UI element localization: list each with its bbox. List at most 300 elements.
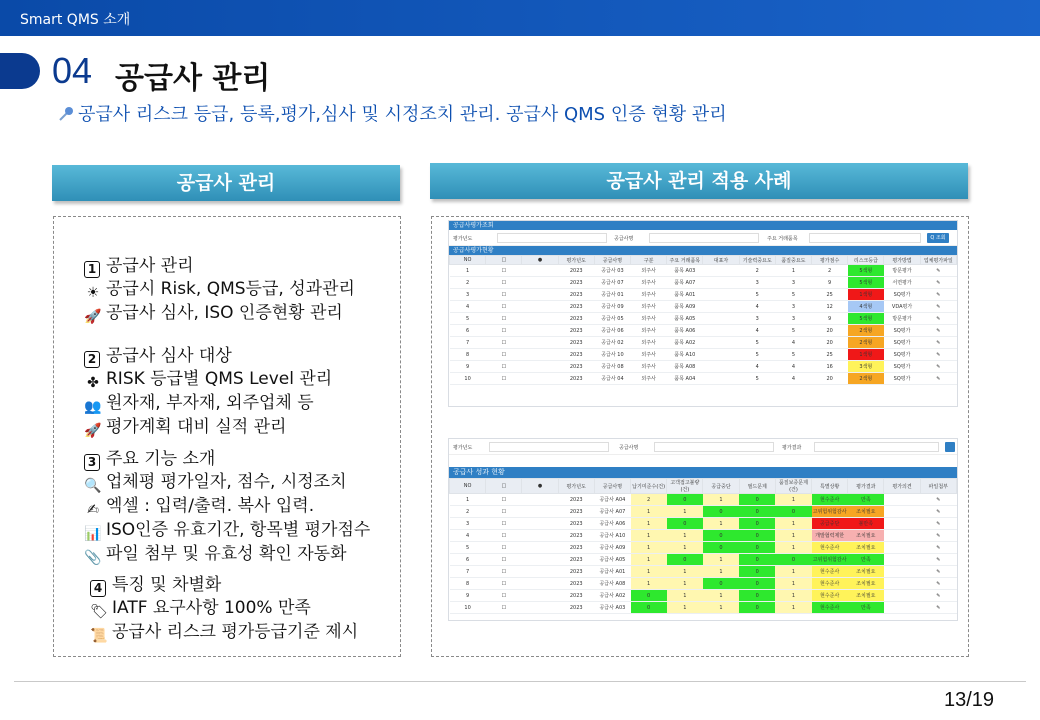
column-header: 품질중요도 <box>775 256 811 265</box>
supplier-filter-input[interactable] <box>649 233 759 243</box>
row-checkbox[interactable]: ☐ <box>486 361 522 373</box>
feature-item <box>90 621 358 645</box>
table-header-row <box>450 479 957 494</box>
cell-field: 0 <box>739 518 775 530</box>
cell-supplier: 공급사 A06 <box>594 518 630 530</box>
pin-icon <box>58 106 74 122</box>
evaluation-search-bar: 공급사평가조회 <box>449 221 957 230</box>
cell-special: 공급중단 <box>812 518 848 530</box>
cell-warranty: 1 <box>775 578 811 590</box>
bar-chart-icon: 📊 <box>84 526 102 542</box>
row-checkbox[interactable]: ☐ <box>486 530 522 542</box>
cell-year: 2023 <box>558 518 594 530</box>
cell-defect: 1 <box>667 578 703 590</box>
cell-method: SQ평가 <box>884 325 920 337</box>
cell-warranty: 1 <box>775 602 811 614</box>
cell-supplier: 공급사 A04 <box>594 494 630 506</box>
row-marker <box>522 313 558 325</box>
row-marker <box>522 325 558 337</box>
column-header: 평가결과 <box>848 479 884 494</box>
edit-icon[interactable]: ✎ <box>920 337 956 349</box>
cell-special: 현수준사 <box>812 578 848 590</box>
edit-icon[interactable]: ✎ <box>920 518 956 530</box>
cell-field: 0 <box>739 602 775 614</box>
feature-item <box>84 543 370 567</box>
cell-opinion <box>884 506 920 518</box>
cell-supplier: 공급사 A07 <box>594 506 630 518</box>
edit-icon[interactable]: ✎ <box>920 325 956 337</box>
cell-method: SQ평가 <box>884 373 920 385</box>
edit-icon[interactable]: ✎ <box>920 494 956 506</box>
cell-stop: 0 <box>703 530 739 542</box>
cell-field: 0 <box>739 566 775 578</box>
cell-type: 외주사 <box>631 349 667 361</box>
row-checkbox[interactable]: ☐ <box>486 578 522 590</box>
cell-supplier: 공급사 09 <box>594 301 630 313</box>
cell-no: 8 <box>450 349 486 361</box>
edit-icon[interactable]: ✎ <box>920 349 956 361</box>
cell-tech: 5 <box>739 289 775 301</box>
cell-type: 외주사 <box>631 289 667 301</box>
cell-special: 현수준사 <box>812 542 848 554</box>
footer-divider <box>14 681 1026 682</box>
year-filter-input[interactable] <box>489 442 609 452</box>
feature-group <box>84 448 370 567</box>
row-marker <box>522 349 558 361</box>
edit-icon[interactable]: ✎ <box>920 313 956 325</box>
feature-item-text: 원자재, 부자재, 외주업체 등 <box>106 393 314 413</box>
column-header: 특별상황 <box>812 479 848 494</box>
number-badge-icon: 2 <box>84 351 100 368</box>
result-filter-input[interactable] <box>814 442 939 452</box>
cell-special: 고위험위험감사 <box>812 506 848 518</box>
cell-no: 4 <box>450 301 486 313</box>
edit-icon[interactable]: ✎ <box>920 578 956 590</box>
row-marker <box>522 602 558 614</box>
cell-no: 2 <box>450 277 486 289</box>
clover-icon: ✤ <box>87 375 99 391</box>
cell-risk-grade: 5색형 <box>848 277 884 289</box>
cell-warranty: 1 <box>775 590 811 602</box>
row-checkbox[interactable]: ☐ <box>486 265 522 277</box>
cell-special: 현수준사 <box>812 590 848 602</box>
cell-ceo <box>703 289 739 301</box>
cell-ceo <box>703 349 739 361</box>
edit-icon[interactable]: ✎ <box>920 554 956 566</box>
edit-icon[interactable]: ✎ <box>920 542 956 554</box>
row-checkbox[interactable]: ☐ <box>486 277 522 289</box>
cell-warranty: 0 <box>775 554 811 566</box>
table-row[interactable] <box>450 289 957 301</box>
table-row[interactable] <box>450 518 957 530</box>
cell-result: 조치필요 <box>848 530 884 542</box>
column-header: ● <box>522 479 558 494</box>
row-marker <box>522 578 558 590</box>
magnifier-icon: 🔍 <box>84 478 102 494</box>
row-checkbox[interactable]: ☐ <box>486 373 522 385</box>
cell-no: 4 <box>450 530 486 542</box>
cell-result: 조치필요 <box>848 542 884 554</box>
row-checkbox[interactable]: ☐ <box>486 602 522 614</box>
row-marker <box>522 265 558 277</box>
cell-year: 2023 <box>558 361 594 373</box>
edit-icon[interactable]: ✎ <box>920 289 956 301</box>
cell-score: 2 <box>812 265 848 277</box>
feature-item-text: 엑셀 : 입력/출력. 복사 입력. <box>106 496 315 516</box>
feature-item <box>84 495 370 519</box>
group-title: 공급사 심사 대상 <box>106 346 232 366</box>
performance-filter-row <box>449 439 957 455</box>
row-checkbox[interactable]: ☐ <box>486 590 522 602</box>
cell-result: 만족 <box>848 554 884 566</box>
column-header: 리스크등급 <box>848 256 884 265</box>
cell-stop: 1 <box>703 590 739 602</box>
column-header: 평가의견 <box>884 479 920 494</box>
row-checkbox[interactable]: ☐ <box>486 313 522 325</box>
edit-icon[interactable]: ✎ <box>920 530 956 542</box>
search-button[interactable] <box>945 442 955 452</box>
table-row[interactable] <box>450 361 957 373</box>
cell-stop: 1 <box>703 494 739 506</box>
cell-defect: 0 <box>667 494 703 506</box>
table-row[interactable] <box>450 530 957 542</box>
table-row[interactable] <box>450 301 957 313</box>
cell-result: 조치필요 <box>848 566 884 578</box>
cell-result: 조치필요 <box>848 578 884 590</box>
cell-tech: 2 <box>739 265 775 277</box>
table-row[interactable] <box>450 313 957 325</box>
section-subtitle <box>58 100 727 126</box>
row-checkbox[interactable]: ☐ <box>486 289 522 301</box>
cell-tech: 5 <box>739 349 775 361</box>
cell-year: 2023 <box>558 277 594 289</box>
cell-year: 2023 <box>558 554 594 566</box>
evaluation-status-bar: 공급사평가현황 <box>449 246 957 255</box>
cell-opinion <box>884 602 920 614</box>
feature-item-text: 업체평 평가일자, 점수, 시정조치 <box>106 472 347 492</box>
cell-defect: 1 <box>667 530 703 542</box>
cell-field: 0 <box>739 554 775 566</box>
cell-stop: 1 <box>703 518 739 530</box>
cell-supplier: 공급사 10 <box>594 349 630 361</box>
supplier-evaluation-screenshot <box>448 220 958 407</box>
cell-no: 7 <box>450 337 486 349</box>
row-marker <box>522 277 558 289</box>
item-filter-input[interactable] <box>809 233 921 243</box>
year-filter-input[interactable] <box>497 233 607 243</box>
cell-opinion <box>884 542 920 554</box>
cell-no: 6 <box>450 325 486 337</box>
cell-defect: 1 <box>667 566 703 578</box>
edit-icon[interactable]: ✎ <box>920 301 956 313</box>
cell-result: 불만족 <box>848 518 884 530</box>
cell-defect: 0 <box>667 554 703 566</box>
column-header: □ <box>486 479 522 494</box>
cell-stop: 1 <box>703 566 739 578</box>
row-checkbox[interactable]: ☐ <box>486 518 522 530</box>
cell-type: 외주사 <box>631 337 667 349</box>
table-row[interactable] <box>450 494 957 506</box>
cell-tech: 4 <box>739 301 775 313</box>
edit-icon[interactable]: ✎ <box>920 265 956 277</box>
table-row[interactable] <box>450 542 957 554</box>
cell-ceo <box>703 361 739 373</box>
cell-risk-grade: 2색형 <box>848 373 884 385</box>
cell-quality: 3 <box>775 313 811 325</box>
edit-icon[interactable]: ✎ <box>920 566 956 578</box>
row-checkbox[interactable]: ☐ <box>486 494 522 506</box>
cell-ceo <box>703 277 739 289</box>
table-row[interactable] <box>450 578 957 590</box>
cell-method: SQ평가 <box>884 349 920 361</box>
cell-type: 외주사 <box>631 361 667 373</box>
cell-stop: 0 <box>703 506 739 518</box>
cell-ceo <box>703 301 739 313</box>
cell-ceo <box>703 313 739 325</box>
feature-item-text: 파일 첨부 및 유효성 확인 자동화 <box>106 544 347 564</box>
cell-year: 2023 <box>558 325 594 337</box>
cell-supplier: 공급사 01 <box>594 289 630 301</box>
cell-stop: 0 <box>703 542 739 554</box>
filter-label: 공급사명 <box>614 236 634 242</box>
feature-group <box>84 255 355 326</box>
cell-field: 0 <box>739 590 775 602</box>
cell-no: 10 <box>450 373 486 385</box>
cell-score: 9 <box>812 277 848 289</box>
cell-year: 2023 <box>558 590 594 602</box>
supplier-filter-input[interactable] <box>654 442 774 452</box>
cell-late: 1 <box>631 554 667 566</box>
filter-label: 주요 거래품목 <box>767 236 798 242</box>
cell-opinion <box>884 566 920 578</box>
cell-result: 만족 <box>848 602 884 614</box>
paperclip-icon: 📎 <box>84 550 102 566</box>
cell-no: 1 <box>450 494 486 506</box>
cell-supplier: 공급사 A05 <box>594 554 630 566</box>
cell-late: 2 <box>631 494 667 506</box>
supplier-performance-screenshot <box>448 438 958 621</box>
cell-risk-grade: 3색형 <box>848 361 884 373</box>
cell-late: 1 <box>631 542 667 554</box>
row-checkbox[interactable]: ☐ <box>486 506 522 518</box>
cell-no: 7 <box>450 566 486 578</box>
cell-ceo <box>703 265 739 277</box>
cell-tech: 4 <box>739 361 775 373</box>
cell-no: 6 <box>450 554 486 566</box>
section-title: 공급사 관리 <box>115 61 271 96</box>
cell-defect: 1 <box>667 602 703 614</box>
cell-risk-grade: 5색형 <box>848 313 884 325</box>
cell-risk-grade: 2색형 <box>848 337 884 349</box>
column-header: NO <box>450 479 486 494</box>
row-marker <box>522 361 558 373</box>
cell-year: 2023 <box>558 265 594 277</box>
right-panel-header: 공급사 관리 적용 사례 <box>430 163 968 199</box>
cell-ceo <box>703 373 739 385</box>
cell-item: 품목 A08 <box>667 361 703 373</box>
evaluation-table <box>449 255 957 385</box>
cell-opinion <box>884 578 920 590</box>
row-marker <box>522 566 558 578</box>
feature-item-text: 평가계획 대비 실적 관리 <box>106 417 287 437</box>
edit-icon[interactable]: ✎ <box>920 590 956 602</box>
cell-ceo <box>703 325 739 337</box>
cell-score: 25 <box>812 289 848 301</box>
table-row[interactable] <box>450 566 957 578</box>
row-marker <box>522 373 558 385</box>
cell-defect: 1 <box>667 590 703 602</box>
filter-label: 평가년도 <box>453 236 473 242</box>
section-number: 04 <box>52 50 93 91</box>
feature-item-text: ISO인증 유효기간, 항목별 평가점수 <box>106 520 371 540</box>
row-checkbox[interactable]: ☐ <box>486 337 522 349</box>
group-title: 공급사 관리 <box>106 256 194 276</box>
cell-score: 20 <box>812 325 848 337</box>
cell-type: 외주사 <box>631 313 667 325</box>
feature-item-text: 공급시 Risk, QMS등급, 성과관리 <box>106 279 355 299</box>
subtitle-text: 공급사 리스크 등급, 등록,평가,심사 및 시정조치 관리. 공급사 QMS 인증 현황 관리 <box>78 104 727 125</box>
column-header: 공급사명 <box>594 256 630 265</box>
cell-supplier: 공급사 04 <box>594 373 630 385</box>
table-row[interactable] <box>450 590 957 602</box>
column-header: □ <box>486 256 522 265</box>
row-checkbox[interactable]: ☐ <box>486 566 522 578</box>
feature-item <box>84 416 332 440</box>
cell-opinion <box>884 530 920 542</box>
table-row[interactable] <box>450 325 957 337</box>
cell-item: 품목 A04 <box>667 373 703 385</box>
feature-group-title <box>84 448 370 471</box>
edit-icon[interactable]: ✎ <box>920 506 956 518</box>
feature-item <box>90 597 358 621</box>
cell-field: 0 <box>739 542 775 554</box>
cell-year: 2023 <box>558 313 594 325</box>
cell-late: 0 <box>631 602 667 614</box>
left-panel-header: 공급사 관리 <box>52 165 400 201</box>
number-badge-icon: 1 <box>84 261 100 278</box>
cell-tech: 3 <box>739 313 775 325</box>
filter-label: 평가결과 <box>782 445 802 451</box>
table-row[interactable] <box>450 554 957 566</box>
column-header: 구분 <box>631 256 667 265</box>
row-checkbox[interactable]: ☐ <box>486 301 522 313</box>
cell-item: 품목 A06 <box>667 325 703 337</box>
cell-special: 개발협력제한 <box>812 530 848 542</box>
cell-no: 1 <box>450 265 486 277</box>
cell-opinion <box>884 590 920 602</box>
cell-year: 2023 <box>558 349 594 361</box>
cell-quality: 3 <box>775 277 811 289</box>
cell-defect: 0 <box>667 518 703 530</box>
table-row[interactable] <box>450 265 957 277</box>
column-header: 공급중단 <box>703 479 739 494</box>
cell-quality: 4 <box>775 337 811 349</box>
column-header: 평가점수 <box>812 256 848 265</box>
feature-item <box>84 278 355 302</box>
scroll-icon: 📜 <box>90 628 108 644</box>
cell-defect: 1 <box>667 506 703 518</box>
edit-icon[interactable]: ✎ <box>920 373 956 385</box>
cell-tech: 4 <box>739 325 775 337</box>
sun-icon: ☀ <box>86 285 100 301</box>
feature-item <box>84 368 332 392</box>
column-header: 주요 거래품목 <box>667 256 703 265</box>
feature-item-text: RISK 등급별 QMS Level 관리 <box>106 369 333 389</box>
cell-type: 외주사 <box>631 373 667 385</box>
feature-group-title <box>84 345 332 368</box>
feature-item-text: IATF 요구사항 100% 만족 <box>112 598 311 618</box>
row-checkbox[interactable]: ☐ <box>486 554 522 566</box>
cell-no: 2 <box>450 506 486 518</box>
table-row[interactable] <box>450 349 957 361</box>
cell-field: 0 <box>739 494 775 506</box>
table-row[interactable] <box>450 506 957 518</box>
cell-quality: 5 <box>775 349 811 361</box>
table-header-row <box>450 256 957 265</box>
cell-supplier: 공급사 A10 <box>594 530 630 542</box>
cell-item: 품목 A03 <box>667 265 703 277</box>
cell-method: SQ평가 <box>884 361 920 373</box>
row-checkbox[interactable]: ☐ <box>486 325 522 337</box>
cell-score: 9 <box>812 313 848 325</box>
group-title: 주요 기능 소개 <box>106 449 216 469</box>
table-row[interactable] <box>450 277 957 289</box>
row-marker <box>522 590 558 602</box>
row-checkbox[interactable]: ☐ <box>486 542 522 554</box>
top-bar <box>0 0 1040 36</box>
edit-icon[interactable]: ✎ <box>920 277 956 289</box>
edit-icon[interactable]: ✎ <box>920 361 956 373</box>
cell-item: 품목 A07 <box>667 277 703 289</box>
people-icon: 👥 <box>84 399 102 415</box>
row-marker <box>522 542 558 554</box>
row-marker <box>522 494 558 506</box>
cell-result: 조치필요 <box>848 590 884 602</box>
table-row[interactable] <box>450 373 957 385</box>
cell-opinion <box>884 554 920 566</box>
row-checkbox[interactable]: ☐ <box>486 349 522 361</box>
cell-item: 품목 A01 <box>667 289 703 301</box>
cell-no: 3 <box>450 289 486 301</box>
cell-type: 외주사 <box>631 265 667 277</box>
cell-risk-grade: 4색형 <box>848 301 884 313</box>
rocket-icon: 🚀 <box>84 309 102 325</box>
cell-method: SQ평가 <box>884 289 920 301</box>
cell-supplier: 공급사 07 <box>594 277 630 289</box>
cell-score: 16 <box>812 361 848 373</box>
feature-item-text: 공급사 리스크 평가등급기준 제시 <box>112 622 359 642</box>
cell-type: 외주사 <box>631 277 667 289</box>
cell-warranty: 0 <box>775 506 811 518</box>
performance-table <box>449 478 957 614</box>
column-header: ● <box>522 256 558 265</box>
feature-group <box>90 574 358 645</box>
column-header: 기술력중요도 <box>739 256 775 265</box>
cell-quality: 5 <box>775 289 811 301</box>
search-button[interactable]: Q 조회 <box>927 233 949 243</box>
cell-stop: 1 <box>703 602 739 614</box>
table-row[interactable] <box>450 602 957 614</box>
edit-icon[interactable]: ✎ <box>920 602 956 614</box>
table-row[interactable] <box>450 337 957 349</box>
cell-opinion <box>884 518 920 530</box>
cell-opinion <box>884 494 920 506</box>
feature-group-title <box>90 574 358 597</box>
cell-year: 2023 <box>558 506 594 518</box>
cell-quality: 1 <box>775 265 811 277</box>
cell-field: 0 <box>739 506 775 518</box>
number-badge-icon: 4 <box>90 580 106 597</box>
